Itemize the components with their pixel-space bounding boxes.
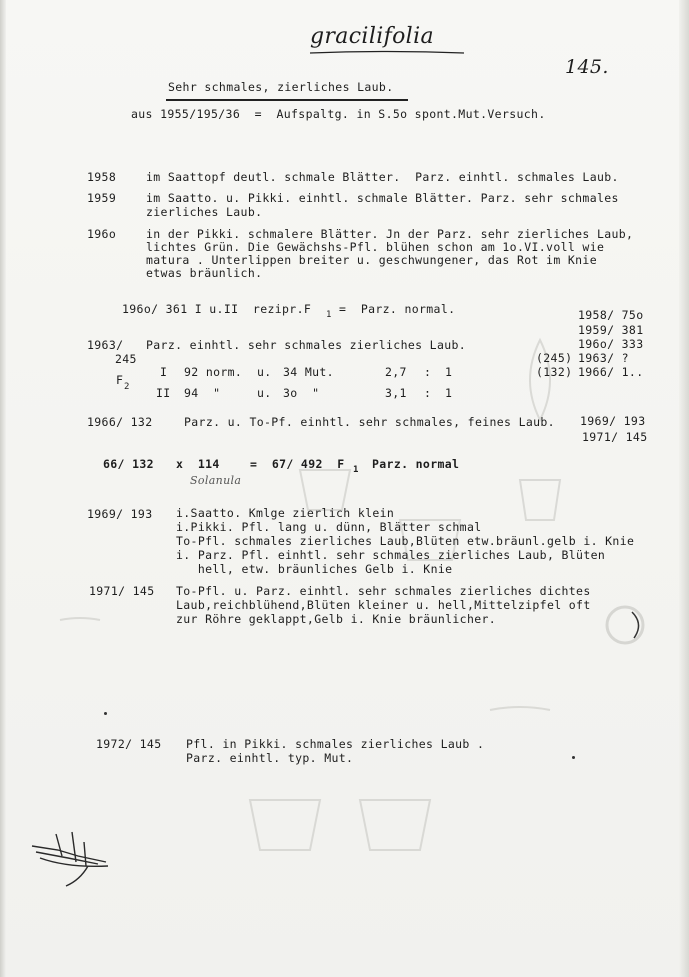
entry-text: Laub,reichblühend,Blüten kleiner u. hell,Mittelzipfel oft: [176, 598, 591, 612]
entry-text: Parz. einhtl. sehr schmales zierliches Laub.: [146, 338, 467, 352]
ref-right: 1963/ ?: [578, 351, 629, 365]
heading: Sehr schmales, zierliches Laub.: [168, 80, 394, 94]
entry-year: 196o: [87, 227, 117, 241]
entry-text: i.Pikki. Pfl. lang u. dünn, Blätter schmal: [176, 520, 482, 534]
cross-progeny: = 67/ 492 F: [250, 457, 345, 471]
entry-text: To-Pfl. schmales zierliches Laub,Blüten etw.bräunl.gelb i. Knie: [176, 534, 635, 548]
segregation-colon: :: [424, 386, 432, 400]
handwritten-annotation: Solanula: [190, 474, 242, 487]
entry-text: Parz. u. To-Pf. einhtl. sehr schmales, feines Laub.: [184, 415, 555, 429]
ref-right: 1971/ 145: [582, 430, 648, 444]
stray-mark: [572, 756, 575, 759]
ref-right-pre: (245): [536, 351, 573, 365]
cross-1960-subscript: 1: [326, 310, 332, 320]
cross-result: Parz. normal: [372, 457, 460, 471]
heading-underline: [166, 99, 408, 101]
cross-1960-result: = Parz. normal.: [339, 302, 456, 316]
entry-text: lichtes Grün. Die Gewächshs-Pfl. blühen schon am 1o.VI.voll wie: [146, 240, 605, 254]
ref-right: 1959/ 381: [578, 323, 644, 337]
entry-text: etwas bräunlich.: [146, 266, 263, 280]
segregation-normal: 94 ": [184, 386, 221, 400]
entry-year: 1972/ 145: [96, 737, 162, 751]
entry-year: 1966/ 132: [87, 415, 153, 429]
segregation-ratio: 3,1: [385, 386, 407, 400]
f2-subscript: 2: [124, 382, 130, 392]
segregation-one: 1: [445, 386, 453, 400]
entry-text: Parz. einhtl. typ. Mut.: [186, 751, 354, 765]
entry-text: matura . Unterlippen breiter u. geschwungener, das Rot im Knie: [146, 253, 597, 267]
entry-text: Pfl. in Pikki. schmales zierliches Laub .: [186, 737, 485, 751]
segregation-one: 1: [445, 365, 453, 379]
entry-year-sub: 245: [115, 352, 137, 366]
segregation-label: II: [156, 386, 171, 400]
entry-text: To-Pfl. u. Parz. einhtl. sehr schmales zierliches dichtes: [176, 584, 591, 598]
segregation-label: I: [160, 365, 168, 379]
entry-year: 1969/ 193: [87, 507, 153, 521]
entry-text: zierliches Laub.: [146, 205, 263, 219]
ref-right-pre: (132): [536, 365, 573, 379]
cross-parent-b: x 114: [176, 457, 220, 471]
segregation-colon: :: [424, 365, 432, 379]
stray-mark: [104, 712, 107, 715]
handwritten-title: gracilifolia: [310, 24, 434, 49]
entry-text: i. Parz. Pfl. einhtl. sehr schmales zierliches Laub, Blüten: [176, 548, 606, 562]
segregation-ratio: 2,7: [385, 365, 407, 379]
entry-year: 1959: [87, 191, 117, 205]
segregation-mutant: 3o ": [283, 386, 320, 400]
title-underline: [308, 50, 468, 56]
ref-right: 1966/ 1..: [578, 365, 644, 379]
cross-1960: 196o/ 361 I u.II rezipr.F: [122, 302, 312, 316]
f2-label: F: [116, 373, 124, 387]
ref-right: 1969/ 193: [580, 414, 646, 428]
segregation-mutant: 34 Mut.: [283, 365, 334, 379]
segregation-normal: 92 norm.: [184, 365, 243, 379]
origin-line: aus 1955/195/36 = Aufspaltg. in S.5o spont.Mut.Versuch.: [131, 107, 546, 121]
entry-text: zur Röhre geklappt,Gelb i. Knie bräunlicher.: [176, 612, 497, 626]
entry-year: 1963/: [87, 338, 124, 352]
cross-parent-a: 66/ 132: [103, 457, 154, 471]
entry-text: i.Saatto. Kmlge zierlich klein: [176, 506, 395, 520]
entry-text: im Saattopf deutl. schmale Blätter. Parz. einhtl. schmales Laub.: [146, 170, 619, 184]
entry-text: im Saatto. u. Pikki. einhtl. schmale Blätter. Parz. sehr schmales: [146, 191, 619, 205]
entry-text: in der Pikki. schmalere Blätter. Jn der Parz. sehr zierliches Laub,: [146, 227, 634, 241]
page-number: 145.: [565, 56, 609, 78]
handwritten-scribble: [28, 826, 118, 888]
ref-right: 1958/ 75o: [578, 308, 644, 322]
ref-right: 196o/ 333: [578, 337, 644, 351]
segregation-u: u.: [257, 386, 272, 400]
cross-progeny-subscript: 1: [353, 465, 359, 475]
entry-year: 1958: [87, 170, 117, 184]
segregation-u: u.: [257, 365, 272, 379]
entry-year: 1971/ 145: [89, 584, 155, 598]
entry-text: hell, etw. bräunliches Gelb i. Knie: [176, 562, 453, 576]
